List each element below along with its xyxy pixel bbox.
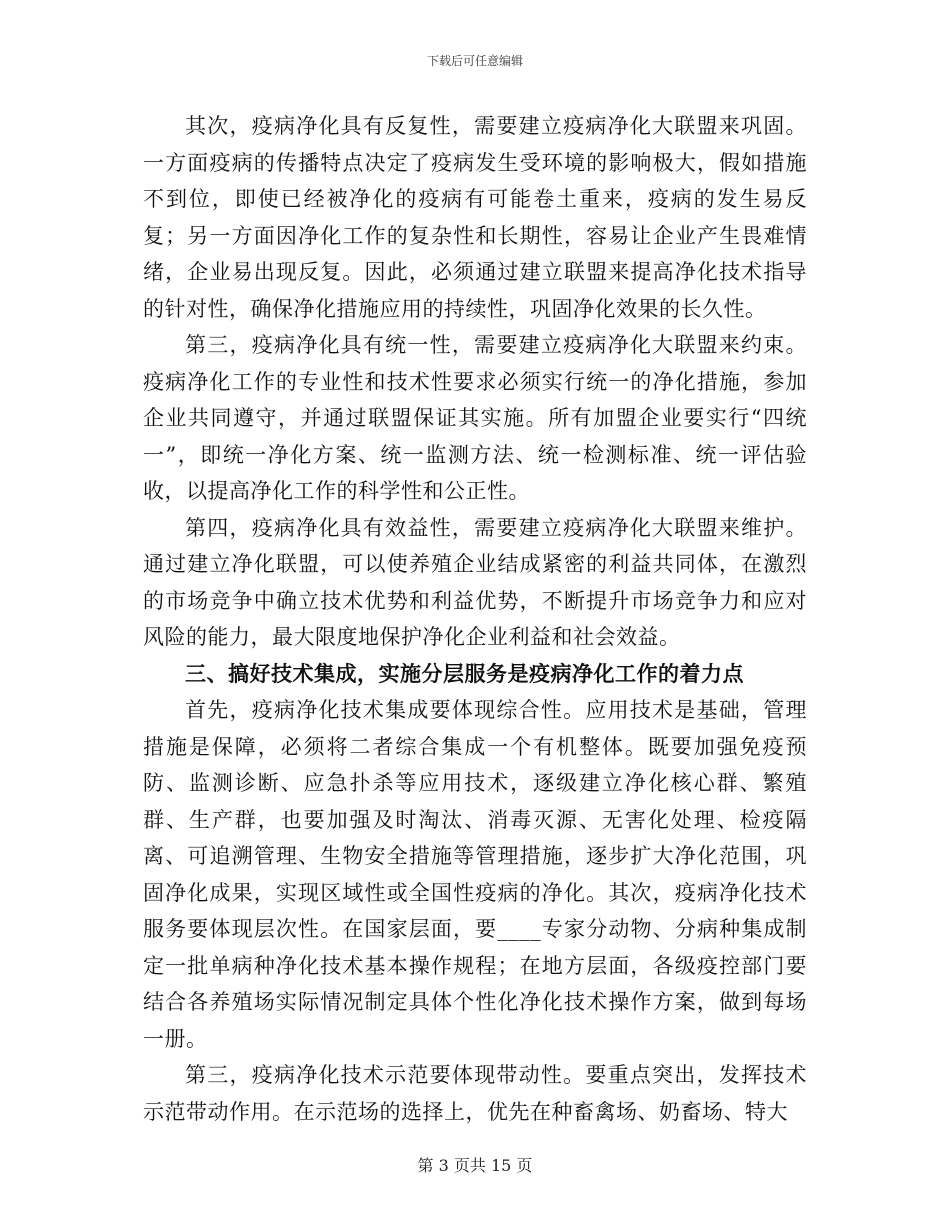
paragraph: 第三，疫病净化技术示范要体现带动性。要重点突出，发挥技术示范带动作用。在示范场的选择上，优先在种畜禽场、奶畜场、特大 xyxy=(143,1063,807,1124)
paragraph: 第四，疫病净化具有效益性，需要建立疫病净化大联盟来维护。通过建立净化联盟，可以使养殖企业结成紧密的利益共同体，在激烈的市场竞争中确立技术优势和利益优势，不断提升市场竞争力和应对风险的能力，最大限度地保护净化企业利益和社会效益。 xyxy=(143,515,807,649)
section-heading: 三、搞好技术集成，实施分层服务是疫病净化工作的着力点 xyxy=(185,660,744,686)
paragraph: 第三，疫病净化具有统一性，需要建立疫病净化大联盟来约束。疫病净化工作的专业性和技术性要求必须实行统一的净化措施，参加企业共同遵守，并通过联盟保证其实施。所有加盟企业要实行“四统一”，即统一净化方案、统一监测方法、统一检测标准、统一评估验收，以提高净化工作的科学性和公正性。 xyxy=(143,333,807,503)
document-body xyxy=(143,108,807,1130)
paragraph: 首先，疫病净化技术集成要体现综合性。应用技术是基础，管理措施是保障，必须将二者综合集成一个有机整体。既要加强免疫预防、监测诊断、应急扑杀等应用技术，逐级建立净化核心群、繁殖群、生产群，也要加强及时淘汰、消毒灭源、无害化处理、检疫隔离、可追溯管理、生物安全措施等管理措施，逐步扩大净化范围，巩固净化成果，实现区域性或全国性疫病的净化。其次，疫病净化技术服务要体现层次性。在国家层面，要____专家分动物、分病种集成制定一批单病种净化技术基本操作规程；在地方层面，各级疫控部门要结合各养殖场实际情况制定具体个性化净化技术操作方案，做到每场一册。 xyxy=(143,698,807,1051)
paragraph: 其次，疫病净化具有反复性，需要建立疫病净化大联盟来巩固。一方面疫病的传播特点决定了疫病发生受环境的影响极大，假如措施不到位，即使已经被净化的疫病有可能卷土重来，疫病的发生易反复；另一方面因净化工作的复杂性和长期性，容易让企业产生畏难情绪，企业易出现反复。因此，必须通过建立联盟来提高净化技术指导的针对性，确保净化措施应用的持续性，巩固净化效果的长久性。 xyxy=(143,114,807,321)
page-header: 下载后可任意编辑 xyxy=(426,54,523,68)
page-footer: 第 3 页共 15 页 xyxy=(417,1156,533,1175)
